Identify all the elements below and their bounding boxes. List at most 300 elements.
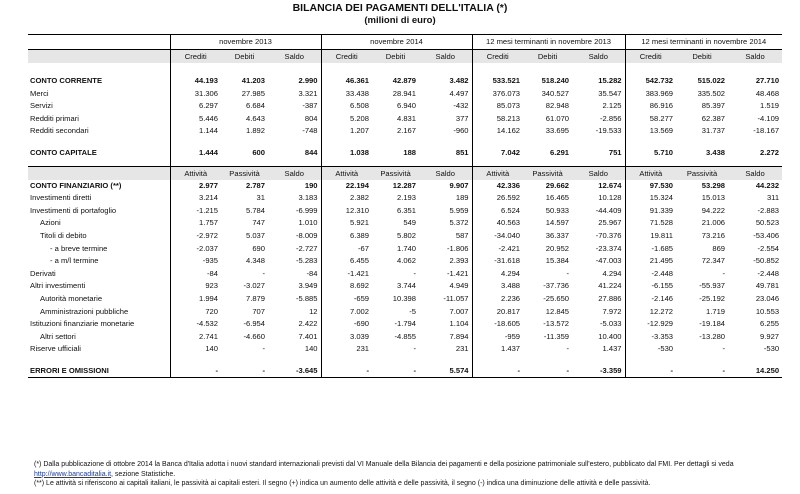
period-header: novembre 2013 bbox=[170, 35, 321, 50]
value-cell: 50.933 bbox=[545, 205, 570, 215]
value-cell: 21.495 bbox=[625, 255, 676, 268]
value-cell: - bbox=[413, 268, 417, 278]
value-cell: 85.397 bbox=[701, 101, 726, 111]
value-cell: -690 bbox=[321, 318, 372, 331]
footnote-1: (*) Dalla pubblicazione di ottobre 2014 la Banca d'Italia adotta i nuovi standard internazionali previsti dal VI Manuale della Bilancia dei pagamenti e della posizione patrimoniale sull'estero, pubblicato dal FMI. Per dettagli si veda http://www.bancaditalia.it, sezione Statistiche. bbox=[34, 461, 734, 478]
value-cell: 15.384 bbox=[545, 256, 570, 266]
value-cell: -3.027 bbox=[243, 281, 265, 291]
empty-cell bbox=[419, 138, 472, 147]
period-header: 12 mesi terminanti in novembre 2014 bbox=[625, 35, 782, 50]
value-cell: 73.216 bbox=[701, 230, 726, 240]
value-cell: 7.879 bbox=[245, 293, 265, 303]
column-header: Attività bbox=[625, 166, 676, 180]
value-cell: 15.324 bbox=[625, 192, 676, 205]
value-cell: 3.214 bbox=[170, 192, 221, 205]
value-cell: 376.073 bbox=[472, 88, 523, 101]
value-cell: 3.438 bbox=[706, 147, 726, 157]
spacer-row bbox=[28, 356, 782, 365]
value-cell: -44.409 bbox=[595, 205, 622, 215]
value-cell: 7.401 bbox=[298, 331, 318, 341]
value-cell: 1.444 bbox=[170, 147, 221, 160]
value-cell: -4.532 bbox=[170, 318, 221, 331]
value-cell: 5.446 bbox=[170, 113, 221, 126]
value-cell: 549 bbox=[403, 218, 417, 228]
value-cell: -432 bbox=[453, 101, 469, 111]
value-cell: 1.892 bbox=[245, 126, 265, 136]
value-cell: 1.207 bbox=[321, 125, 372, 138]
value-cell: 20.952 bbox=[545, 243, 570, 253]
value-cell: -55.937 bbox=[699, 281, 726, 291]
value-cell: 25.967 bbox=[598, 218, 622, 228]
value-cell: -19.533 bbox=[595, 126, 622, 136]
value-cell: -67 bbox=[321, 243, 372, 256]
value-cell: -84 bbox=[306, 268, 318, 278]
value-cell: -13.280 bbox=[699, 331, 726, 341]
value-cell: -2.037 bbox=[170, 243, 221, 256]
value-cell: - bbox=[262, 268, 265, 278]
value-cell: 1.437 bbox=[602, 344, 622, 354]
value-cell: -2.421 bbox=[472, 243, 523, 256]
value-cell: -11.359 bbox=[543, 331, 570, 341]
table-row bbox=[28, 343, 782, 356]
value-cell: 231 bbox=[455, 344, 469, 354]
value-cell: -2.883 bbox=[757, 205, 780, 215]
column-header: Debiti bbox=[372, 50, 419, 64]
value-cell: 6.255 bbox=[760, 319, 780, 329]
value-cell: 14.162 bbox=[472, 125, 523, 138]
value-cell: 3.482 bbox=[449, 76, 469, 85]
value-cell: 4.643 bbox=[245, 113, 265, 123]
value-cell: 9.907 bbox=[449, 180, 469, 190]
table-row bbox=[28, 230, 782, 243]
table-row bbox=[28, 205, 782, 218]
value-cell: 140 bbox=[170, 343, 221, 356]
empty-cell bbox=[170, 138, 221, 147]
column-header: Saldo bbox=[419, 50, 472, 64]
table-row bbox=[28, 331, 782, 344]
bancaditalia-link[interactable]: http://www.bancaditalia.it bbox=[34, 470, 112, 478]
value-cell: - bbox=[523, 365, 572, 378]
value-cell: -11.057 bbox=[443, 293, 469, 303]
period-header: novembre 2014 bbox=[321, 35, 472, 50]
value-cell: 85.073 bbox=[472, 100, 523, 113]
value-cell: 28.941 bbox=[392, 88, 417, 98]
column-header: Crediti bbox=[472, 50, 523, 64]
value-cell: 7.042 bbox=[472, 147, 523, 160]
value-cell: 3.039 bbox=[321, 331, 372, 344]
column-header: Attività bbox=[321, 166, 372, 180]
period-header: 12 mesi terminanti in novembre 2013 bbox=[472, 35, 625, 50]
value-cell: 10.128 bbox=[598, 193, 622, 203]
value-cell: 7.894 bbox=[449, 331, 469, 341]
value-cell: - bbox=[722, 268, 726, 278]
value-cell: 44.232 bbox=[755, 180, 780, 190]
value-cell: 2.167 bbox=[397, 126, 417, 136]
value-cell: - bbox=[566, 344, 570, 354]
value-cell: 311 bbox=[766, 193, 780, 203]
value-cell: -387 bbox=[302, 101, 318, 111]
value-cell: -19.184 bbox=[699, 319, 726, 329]
column-header: Passività bbox=[221, 166, 268, 180]
row-label: Altri settori bbox=[40, 331, 76, 341]
value-cell: 2.393 bbox=[449, 256, 469, 266]
value-cell: -8.009 bbox=[295, 230, 318, 240]
value-cell: 26.592 bbox=[472, 192, 523, 205]
value-cell: 10.398 bbox=[392, 293, 417, 303]
value-cell: 2.990 bbox=[298, 76, 318, 85]
empty-cell bbox=[728, 138, 782, 147]
value-cell: 5.574 bbox=[419, 365, 472, 378]
value-cell: 140 bbox=[304, 344, 318, 354]
value-cell: 48.468 bbox=[755, 88, 780, 98]
empty-cell bbox=[221, 356, 268, 365]
value-cell: 12.287 bbox=[392, 180, 417, 190]
row-label: - a m/l termine bbox=[50, 256, 99, 266]
value-cell: 2.272 bbox=[760, 147, 780, 157]
row-label: Altri investimenti bbox=[30, 281, 86, 291]
value-cell: 41.203 bbox=[241, 76, 265, 85]
column-header: Saldo bbox=[419, 166, 472, 180]
table-row bbox=[28, 113, 782, 126]
table-row bbox=[28, 293, 782, 306]
table-row bbox=[28, 180, 782, 193]
value-cell: -50.852 bbox=[753, 256, 780, 266]
value-cell: 7.972 bbox=[602, 306, 622, 316]
empty-cell bbox=[728, 356, 782, 365]
value-cell: 27.886 bbox=[598, 293, 622, 303]
row-label: Redditi primari bbox=[30, 113, 79, 123]
value-cell: 33.438 bbox=[321, 88, 372, 101]
value-cell: 2.422 bbox=[298, 319, 318, 329]
value-cell: 71.528 bbox=[625, 217, 676, 230]
value-cell: - bbox=[566, 268, 570, 278]
value-cell: 50.523 bbox=[755, 218, 780, 228]
value-cell: -3.359 bbox=[572, 365, 625, 378]
value-cell: 5.802 bbox=[397, 230, 417, 240]
value-cell: 1.104 bbox=[449, 319, 469, 329]
value-cell: 2.193 bbox=[397, 193, 417, 203]
value-cell: 844 bbox=[304, 147, 318, 157]
row-label: CONTO CORRENTE bbox=[30, 76, 103, 85]
row-label: CONTO FINANZIARIO (**) bbox=[30, 180, 122, 190]
value-cell: -2.146 bbox=[625, 293, 676, 306]
value-cell: 6.455 bbox=[321, 255, 372, 268]
empty-cell bbox=[268, 138, 321, 147]
value-cell: 46.361 bbox=[321, 75, 372, 88]
row-label: Derivati bbox=[30, 268, 56, 278]
page-title: BILANCIA DEI PAGAMENTI DELL'ITALIA (*) bbox=[292, 2, 508, 14]
row-label: CONTO CAPITALE bbox=[30, 147, 97, 157]
value-cell: -1.421 bbox=[321, 268, 372, 281]
value-cell: - bbox=[321, 365, 372, 378]
value-cell: 72.347 bbox=[701, 256, 726, 266]
value-cell: 4.062 bbox=[397, 256, 417, 266]
value-cell: -659 bbox=[321, 293, 372, 306]
period-header-row bbox=[28, 35, 782, 50]
value-cell: -1.421 bbox=[446, 268, 469, 278]
value-cell: 4.348 bbox=[245, 256, 265, 266]
value-cell: 86.916 bbox=[625, 100, 676, 113]
value-cell: 97.530 bbox=[625, 180, 676, 193]
value-cell: -2.448 bbox=[625, 268, 676, 281]
value-cell: 1.757 bbox=[170, 217, 221, 230]
table-row bbox=[28, 365, 782, 378]
value-cell: -34.040 bbox=[472, 230, 523, 243]
value-cell: 533.521 bbox=[472, 75, 523, 88]
value-cell: 6.291 bbox=[550, 147, 570, 157]
value-cell: 27.985 bbox=[241, 88, 265, 98]
value-cell: -5.885 bbox=[295, 293, 318, 303]
empty-cell bbox=[572, 356, 625, 365]
value-cell: 31 bbox=[256, 193, 265, 203]
value-cell: -47.003 bbox=[595, 256, 622, 266]
value-cell: 31.737 bbox=[701, 126, 726, 136]
value-cell: 515.022 bbox=[697, 76, 726, 85]
table-row bbox=[28, 217, 782, 230]
value-cell: -1.685 bbox=[625, 243, 676, 256]
value-cell: 747 bbox=[252, 218, 265, 228]
table-row bbox=[28, 88, 782, 101]
value-cell: 31.306 bbox=[170, 88, 221, 101]
value-cell: 383.969 bbox=[625, 88, 676, 101]
value-cell: 1.038 bbox=[321, 147, 372, 160]
value-cell: -1.215 bbox=[170, 205, 221, 218]
value-cell: -84 bbox=[170, 268, 221, 281]
value-cell: 6.297 bbox=[170, 100, 221, 113]
value-cell: 2.741 bbox=[170, 331, 221, 344]
value-cell: 3.321 bbox=[298, 88, 318, 98]
value-cell: - bbox=[372, 365, 419, 378]
value-cell: -25.192 bbox=[699, 293, 726, 303]
value-cell: 62.387 bbox=[701, 113, 726, 123]
value-cell: 7.007 bbox=[449, 306, 469, 316]
column-header: Debiti bbox=[523, 50, 572, 64]
value-cell: -18.605 bbox=[472, 318, 523, 331]
value-cell: 22.194 bbox=[321, 180, 372, 193]
value-cell: 58.277 bbox=[625, 113, 676, 126]
value-cell: 7.002 bbox=[321, 306, 372, 319]
value-cell: -5 bbox=[409, 306, 417, 316]
table-row bbox=[28, 280, 782, 293]
row-label: Servizi bbox=[30, 101, 53, 111]
column-header: Passività bbox=[372, 166, 419, 180]
value-cell: 16.465 bbox=[545, 193, 570, 203]
empty-cell bbox=[625, 138, 676, 147]
value-cell: -748 bbox=[302, 126, 318, 136]
value-cell: 6.389 bbox=[321, 230, 372, 243]
value-cell: 42.879 bbox=[392, 76, 417, 85]
column-header: Attività bbox=[472, 166, 523, 180]
value-cell: -6.155 bbox=[625, 280, 676, 293]
value-cell: 4.831 bbox=[397, 113, 417, 123]
empty-cell bbox=[372, 356, 419, 365]
value-cell: 188 bbox=[403, 147, 417, 157]
empty-cell bbox=[472, 138, 523, 147]
value-cell: 587 bbox=[455, 230, 469, 240]
value-cell: 4.294 bbox=[602, 268, 622, 278]
value-cell: 923 bbox=[170, 280, 221, 293]
value-cell: -31.618 bbox=[472, 255, 523, 268]
row-label: Investimenti diretti bbox=[30, 193, 92, 203]
value-cell: -2.856 bbox=[599, 113, 622, 123]
value-cell: 5.208 bbox=[321, 113, 372, 126]
value-cell: 804 bbox=[304, 113, 318, 123]
value-cell: 3.949 bbox=[298, 281, 318, 291]
value-cell: 15.282 bbox=[598, 76, 622, 85]
column-header: Saldo bbox=[572, 166, 625, 180]
value-cell: -959 bbox=[472, 331, 523, 344]
value-cell: -935 bbox=[170, 255, 221, 268]
empty-cell bbox=[523, 138, 572, 147]
value-cell: -25.650 bbox=[543, 293, 570, 303]
footnotes bbox=[34, 460, 774, 489]
value-cell: 4.294 bbox=[472, 268, 523, 281]
value-cell: 91.339 bbox=[625, 205, 676, 218]
value-cell: 6.940 bbox=[397, 101, 417, 111]
empty-cell bbox=[676, 138, 728, 147]
value-cell: -53.406 bbox=[753, 230, 780, 240]
value-cell: - bbox=[170, 365, 221, 378]
value-cell: -2.727 bbox=[295, 243, 318, 253]
value-cell: -18.167 bbox=[753, 126, 780, 136]
value-cell: 6.524 bbox=[472, 205, 523, 218]
value-cell: 340.527 bbox=[541, 88, 570, 98]
value-cell: 29.662 bbox=[545, 180, 570, 190]
value-cell: -6.954 bbox=[243, 319, 265, 329]
value-cell: 5.959 bbox=[449, 205, 469, 215]
empty-cell bbox=[268, 356, 321, 365]
value-cell: 3.183 bbox=[298, 193, 318, 203]
row-label: Riserve ufficiali bbox=[30, 344, 81, 354]
value-cell: - bbox=[413, 344, 417, 354]
value-cell: 869 bbox=[712, 243, 726, 253]
value-cell: 5.710 bbox=[625, 147, 676, 160]
column-header: Debiti bbox=[221, 50, 268, 64]
value-cell: 5.037 bbox=[245, 230, 265, 240]
empty-cell bbox=[28, 35, 170, 50]
value-cell: 10.400 bbox=[598, 331, 622, 341]
empty-cell bbox=[625, 356, 676, 365]
value-cell: 1.994 bbox=[170, 293, 221, 306]
empty-cell bbox=[572, 138, 625, 147]
value-cell: -23.374 bbox=[595, 243, 622, 253]
row-label: Amministrazioni pubbliche bbox=[40, 306, 129, 316]
empty-cell bbox=[321, 138, 372, 147]
value-cell: 42.336 bbox=[472, 180, 523, 193]
row-label: Redditi secondari bbox=[30, 126, 89, 136]
empty-cell bbox=[523, 356, 572, 365]
table-row bbox=[28, 306, 782, 319]
value-cell: 2.382 bbox=[321, 192, 372, 205]
column-header: Crediti bbox=[170, 50, 221, 64]
footnote-2: (**) Le attività si riferiscono ai capitali italiani, le passività ai capitali esteri. Il segno (+) indica un aumento delle attività e delle passività, il segno (-) indica una diminuzione delle attività e delle passività. bbox=[34, 480, 651, 487]
balance-of-payments-table bbox=[28, 34, 782, 378]
table-row bbox=[28, 243, 782, 256]
value-cell: 40.563 bbox=[472, 217, 523, 230]
value-cell: 12 bbox=[309, 306, 318, 316]
row-label: ERRORI E OMISSIONI bbox=[28, 365, 170, 378]
column-header: Debiti bbox=[676, 50, 728, 64]
value-cell: 542.732 bbox=[625, 75, 676, 88]
value-cell: 8.692 bbox=[321, 280, 372, 293]
value-cell: -2.972 bbox=[170, 230, 221, 243]
value-cell: 6.351 bbox=[397, 205, 417, 215]
empty-cell bbox=[372, 138, 419, 147]
row-label: - a breve termine bbox=[50, 243, 108, 253]
value-cell: 231 bbox=[321, 343, 372, 356]
value-cell: -3.353 bbox=[625, 331, 676, 344]
value-cell: -70.376 bbox=[595, 230, 622, 240]
value-cell: 58.213 bbox=[472, 113, 523, 126]
value-cell: 12.272 bbox=[625, 306, 676, 319]
column-header: Crediti bbox=[321, 50, 372, 64]
empty-cell bbox=[170, 356, 221, 365]
value-cell: - bbox=[262, 344, 265, 354]
column-header: Crediti bbox=[625, 50, 676, 64]
value-cell: 49.781 bbox=[755, 281, 780, 291]
value-cell: -4.109 bbox=[757, 113, 780, 123]
empty-cell bbox=[676, 356, 728, 365]
value-cell: 1.144 bbox=[170, 125, 221, 138]
value-cell: 2.787 bbox=[245, 180, 265, 190]
empty-cell bbox=[28, 356, 170, 365]
value-cell: 4.949 bbox=[449, 281, 469, 291]
value-cell: -2.448 bbox=[757, 268, 780, 278]
table-row bbox=[28, 75, 782, 88]
table-row bbox=[28, 147, 782, 160]
table-row bbox=[28, 100, 782, 113]
value-cell: 12.674 bbox=[598, 180, 622, 190]
value-cell: -5.283 bbox=[295, 256, 318, 266]
empty-cell bbox=[28, 166, 170, 180]
value-cell: -2.554 bbox=[757, 243, 780, 253]
value-cell: 1.740 bbox=[397, 243, 417, 253]
table-row bbox=[28, 318, 782, 331]
value-cell: 10.553 bbox=[755, 306, 780, 316]
row-label: Azioni bbox=[40, 218, 61, 228]
value-cell: 2.977 bbox=[170, 180, 221, 193]
value-cell: -1.794 bbox=[394, 319, 417, 329]
row-label: Investimenti di portafoglio bbox=[30, 205, 117, 215]
value-cell: 5.921 bbox=[321, 217, 372, 230]
value-cell: 6.684 bbox=[245, 101, 265, 111]
value-cell: 94.222 bbox=[701, 205, 726, 215]
value-cell: 21.006 bbox=[701, 218, 726, 228]
row-label: Istituzioni finanziarie monetarie bbox=[30, 319, 135, 329]
value-cell: 9.927 bbox=[760, 331, 780, 341]
column-header: Saldo bbox=[572, 50, 625, 64]
row-label: Titoli di debito bbox=[40, 230, 87, 240]
value-cell: 14.597 bbox=[545, 218, 570, 228]
empty-cell bbox=[419, 356, 472, 365]
value-cell: 6.508 bbox=[321, 100, 372, 113]
table-row bbox=[28, 255, 782, 268]
value-cell: 82.948 bbox=[545, 101, 570, 111]
value-cell: -960 bbox=[453, 126, 469, 136]
empty-cell bbox=[28, 50, 170, 64]
value-cell: 190 bbox=[304, 180, 318, 190]
value-cell: 1.519 bbox=[760, 101, 780, 111]
table-row bbox=[28, 192, 782, 205]
value-cell: 36.337 bbox=[545, 230, 570, 240]
spacer-row bbox=[28, 138, 782, 147]
table-row bbox=[28, 268, 782, 281]
value-cell: -530 bbox=[763, 344, 780, 354]
value-cell: 2.125 bbox=[602, 101, 622, 111]
value-cell: -37.736 bbox=[543, 281, 570, 291]
value-cell: -4.660 bbox=[243, 331, 265, 341]
row-label: Merci bbox=[30, 88, 49, 98]
